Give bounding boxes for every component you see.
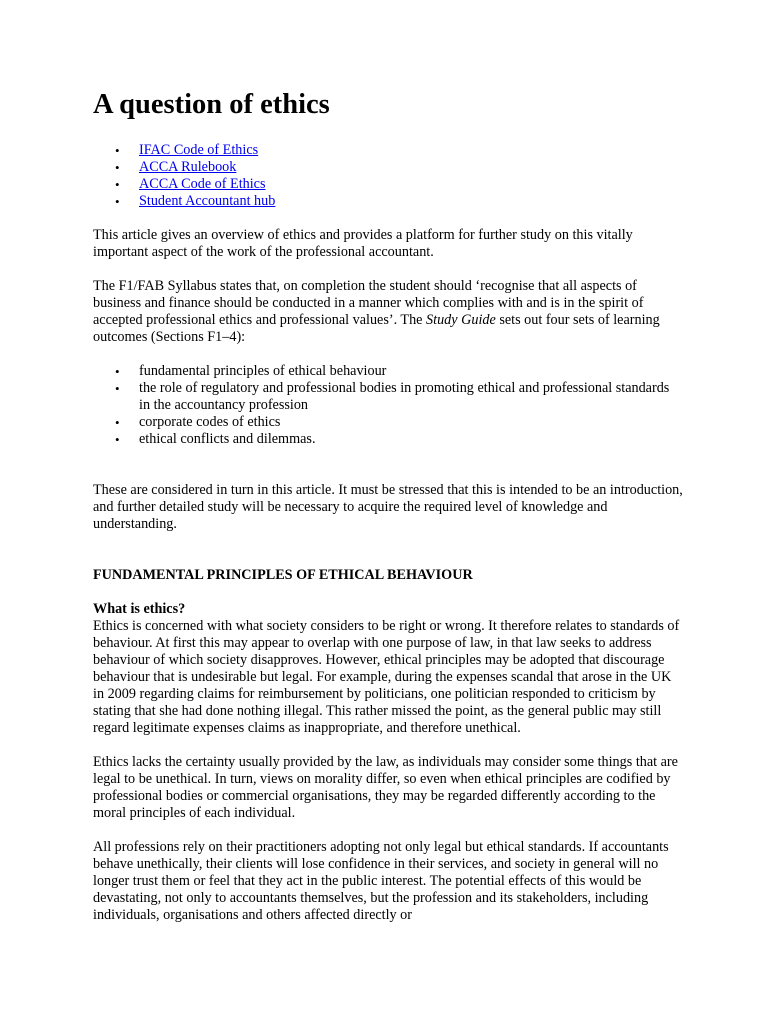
list-item-text: corporate codes of ethics xyxy=(139,414,281,430)
bullet-icon: • xyxy=(115,177,120,192)
link-student-accountant-hub[interactable]: Student Accountant hub xyxy=(139,193,276,209)
bullet-icon: • xyxy=(115,143,120,158)
subheading: What is ethics? xyxy=(93,601,186,617)
list-item xyxy=(93,380,683,414)
syllabus-text-before: The F1/FAB Syllabus states that, on completion the student should ‘recognise that all aspects of business and finance should be conducted in a manner which complies with and is in the spirit of accepted professional ethics and professional values’. The xyxy=(93,278,644,328)
list-item-text: the role of regulatory and professional bodies in promoting ethical and professional standards in the accountancy profession xyxy=(139,380,670,413)
link-item xyxy=(93,176,683,193)
related-links xyxy=(93,142,683,210)
bullet-icon: • xyxy=(115,160,120,175)
section-heading: FUNDAMENTAL PRINCIPLES OF ETHICAL BEHAVIOUR xyxy=(93,567,473,583)
bullet-icon: • xyxy=(115,194,120,209)
learning-outcomes-list xyxy=(93,363,683,448)
list-item-text: ethical conflicts and dilemmas. xyxy=(139,431,316,447)
link-item xyxy=(93,159,683,176)
ethics-paragraph-2: Ethics lacks the certainty usually provided by the law, as individuals may consider some things that are legal to be unethical. In turn, views on morality differ, so even when ethical principles are codified by professional bodies or commercial organisations, they may be regarded differently according to the moral principles of each individual. xyxy=(93,754,678,821)
page-title: A question of ethics xyxy=(93,89,330,120)
link-acca-rulebook[interactable]: ACCA Rulebook xyxy=(139,159,237,175)
bullet-icon: • xyxy=(115,364,120,379)
intro-paragraph: This article gives an overview of ethics and provides a platform for further study on this vitally important aspect of the work of the professional accountant. xyxy=(93,227,633,260)
link-acca-code-of-ethics[interactable]: ACCA Code of Ethics xyxy=(139,176,266,192)
ethics-paragraph-1: Ethics is concerned with what society considers to be right or wrong. It therefore relates to standards of behaviour. At first this may appear to overlap with one purpose of law, in that law seeks to address behaviour of which society disapproves. However, ethical principles may be adopted that discourage behaviour that is undesirable but legal. For example, during the expenses scandal that arose in the UK in 2009 regarding claims for reimbursement by politicians, one politician responded to criticism by stating that she had done nothing illegal. This rather missed the point, as the general public may still regard legitimate expenses claims as inappropriate, and therefore unethical. xyxy=(93,618,680,736)
list-item xyxy=(93,414,683,431)
bullet-icon: • xyxy=(115,432,120,447)
ethics-paragraph-3: All professions rely on their practitioners adopting not only legal but ethical standards. If accountants behave unethically, their clients will lose confidence in their services, and society in general will no longer trust them or feel that they act in the public interest. The potential effects of this would be devastating, not only to accountants themselves, but the profession and its stakeholders, including individuals, organisations and others affected directly or xyxy=(93,839,669,923)
syllabus-paragraph xyxy=(93,278,683,346)
bullet-icon: • xyxy=(115,415,120,430)
list-item xyxy=(93,363,683,380)
article xyxy=(93,88,683,924)
link-item xyxy=(93,193,683,210)
link-item xyxy=(93,142,683,159)
bullet-icon: • xyxy=(115,381,120,396)
list-item-text: fundamental principles of ethical behaviour xyxy=(139,363,387,379)
study-guide-emphasis: Study Guide xyxy=(426,312,496,328)
list-item xyxy=(93,431,683,448)
link-ifac-code-of-ethics[interactable]: IFAC Code of Ethics xyxy=(139,142,259,158)
considered-paragraph: These are considered in turn in this article. It must be stressed that this is intended to be an introduction, and further detailed study will be necessary to acquire the required level of knowledge and understanding. xyxy=(93,482,683,532)
syllabus-text-after: sets out four sets of learning outcomes (Sections F1–4): xyxy=(93,312,660,345)
